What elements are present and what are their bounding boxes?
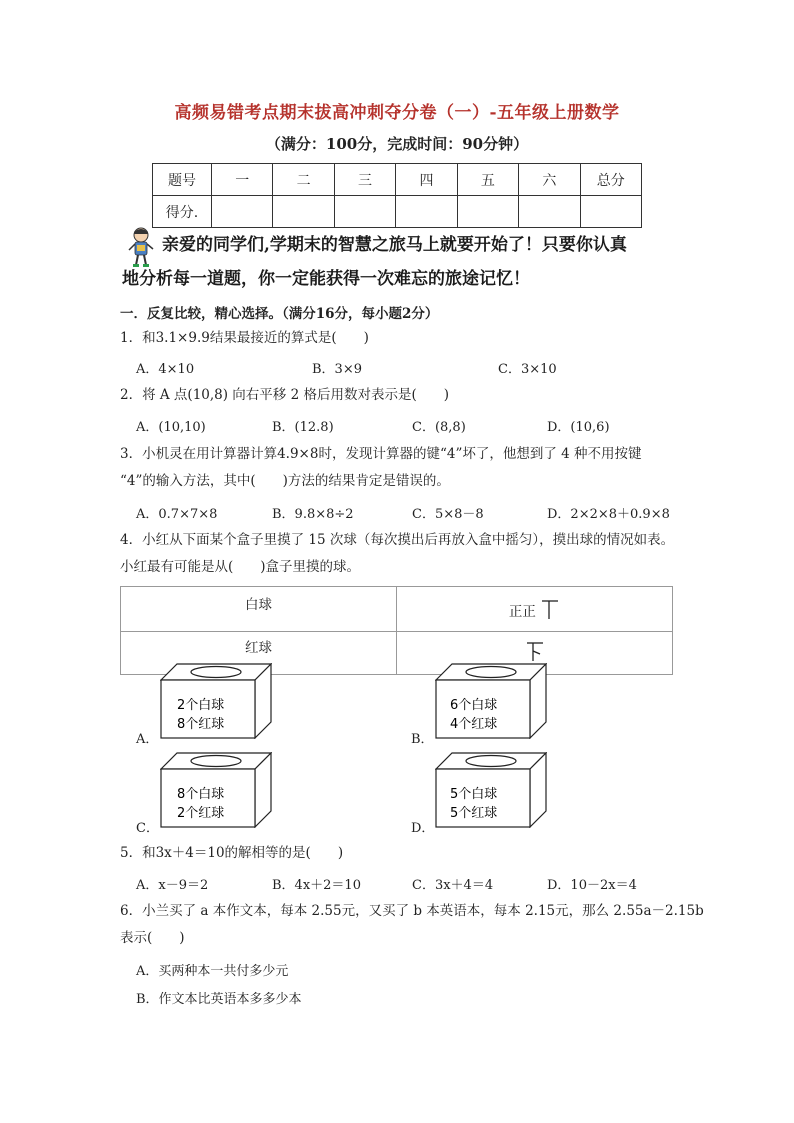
question-number-label: 题号	[153, 164, 212, 196]
score-label: 得分.	[153, 196, 212, 228]
score-cell-3[interactable]	[334, 196, 395, 228]
q3-option-a[interactable]: A．0.7×7×8	[136, 507, 218, 522]
q1-option-c[interactable]: C．3×10	[498, 362, 557, 377]
question-5-stem: 5．和3x＋4＝10的解相等的是( )	[120, 845, 344, 861]
score-cell-4[interactable]	[396, 196, 457, 228]
q2-option-b[interactable]: B．(12.8)	[272, 420, 334, 435]
box-b-label[interactable]: B．	[411, 732, 434, 747]
col-3: 三	[334, 164, 395, 196]
q6-option-b[interactable]: B．作文本比英语本多多少本	[136, 992, 302, 1007]
col-1: 一	[212, 164, 273, 196]
box-b-line-1: 6个白球	[450, 698, 498, 713]
q1-option-b[interactable]: B．3×9	[312, 362, 362, 377]
q1-option-a[interactable]: A．4×10	[136, 362, 195, 377]
greeting-line-2: 地分析每一道题，你一定能获得一次难忘的旅途记忆！	[122, 269, 530, 289]
q3-option-d[interactable]: D．2×2×8＋0.9×8	[547, 507, 670, 522]
q3-option-c[interactable]: C．5×8－8	[412, 507, 484, 522]
exam-subtitle: （满分：100分，完成时间：90分钟）	[265, 135, 529, 153]
question-6-stem-line-2: 表示( )	[120, 930, 185, 946]
q5-option-a[interactable]: A．x－9＝2	[136, 878, 209, 893]
box-c[interactable]	[160, 752, 272, 828]
box-b[interactable]	[435, 663, 547, 739]
question-2-stem: 2．将 A 点(10,8) 向右平移 2 格后用数对表示是( )	[120, 387, 450, 403]
q5-option-d[interactable]: D．10－2x＝4	[547, 878, 637, 893]
score-table	[152, 163, 642, 228]
question-4-stem-line-2: 小红最有可能是从( )盒子里摸的球。	[120, 559, 361, 575]
white-ball-row	[121, 587, 673, 632]
question-4-stem-line-1: 4．小红从下面某个盒子里摸了 15 次球（每次摸出后再放入盒中摇匀），摸出球的情况如表。	[120, 532, 675, 548]
col-total: 总分	[580, 164, 641, 196]
box-a-line-2: 8个红球	[177, 717, 225, 732]
score-cell-1[interactable]	[212, 196, 273, 228]
col-6: 六	[519, 164, 580, 196]
score-table-score-row	[153, 196, 642, 228]
col-5: 五	[457, 164, 518, 196]
exam-title: 高频易错考点期末拔高冲刺夺分卷（一）-五年级上册数学	[174, 103, 620, 123]
q2-option-a[interactable]: A．(10,10)	[136, 420, 206, 435]
q2-option-d[interactable]: D．(10,6)	[547, 420, 610, 435]
score-cell-total[interactable]	[580, 196, 641, 228]
greeting-line-1: 亲爱的同学们,学期末的智慧之旅马上就要开始了！只要你认真	[162, 235, 627, 255]
question-3-stem-line-2: “4”的输入方法，其中( )方法的结果肯定是错误的。	[120, 473, 450, 489]
score-cell-5[interactable]	[457, 196, 518, 228]
question-6-stem-line-1: 6．小兰买了 a 本作文本，每本 2.55元，又买了 b 本英语本，每本 2.15元，那么 2.55a－2.15b	[120, 903, 704, 919]
q5-option-b[interactable]: B．4x＋2＝10	[272, 878, 361, 893]
box-a[interactable]	[160, 663, 272, 739]
box-d[interactable]	[435, 752, 547, 828]
col-2: 二	[273, 164, 334, 196]
score-table-header-row	[153, 164, 642, 196]
q3-option-b[interactable]: B．9.8×8÷2	[272, 507, 354, 522]
score-cell-2[interactable]	[273, 196, 334, 228]
section-1-heading: 一．反复比较，精心选择。（满分16分，每小题2分）	[120, 306, 439, 322]
score-cell-6[interactable]	[519, 196, 580, 228]
col-4: 四	[396, 164, 457, 196]
question-1-stem: 1．和3.1×9.9结果最接近的算式是( )	[120, 330, 369, 346]
box-d-label[interactable]: D．	[411, 821, 435, 836]
tally-mark-icon	[540, 598, 560, 620]
box-a-label[interactable]: A．	[136, 732, 159, 747]
box-d-line-1: 5个白球	[450, 787, 498, 802]
white-tally-text: 正正	[508, 604, 536, 620]
box-c-line-2: 2个红球	[177, 806, 225, 821]
box-b-line-2: 4个红球	[450, 717, 498, 732]
ball-tally-table	[120, 586, 673, 675]
q6-option-a[interactable]: A．买两种本一共付多少元	[136, 964, 289, 979]
q5-option-c[interactable]: C．3x＋4＝4	[412, 878, 494, 893]
q2-option-c[interactable]: C．(8,8)	[412, 420, 466, 435]
box-d-line-2: 5个红球	[450, 806, 498, 821]
tally-mark-icon	[525, 640, 545, 662]
box-a-line-1: 2个白球	[177, 698, 225, 713]
white-ball-label: 白球	[121, 587, 397, 632]
box-c-line-1: 8个白球	[177, 787, 225, 802]
greeting-text	[122, 228, 682, 296]
box-c-label[interactable]: C．	[136, 821, 159, 836]
red-ball-label: 红球	[121, 632, 397, 675]
white-ball-tally	[397, 587, 673, 632]
question-3-stem-line-1: 3．小机灵在用计算器计算4.9×8时，发现计算器的键“4”坏了，他想到了 4 种不用按键	[120, 446, 642, 462]
